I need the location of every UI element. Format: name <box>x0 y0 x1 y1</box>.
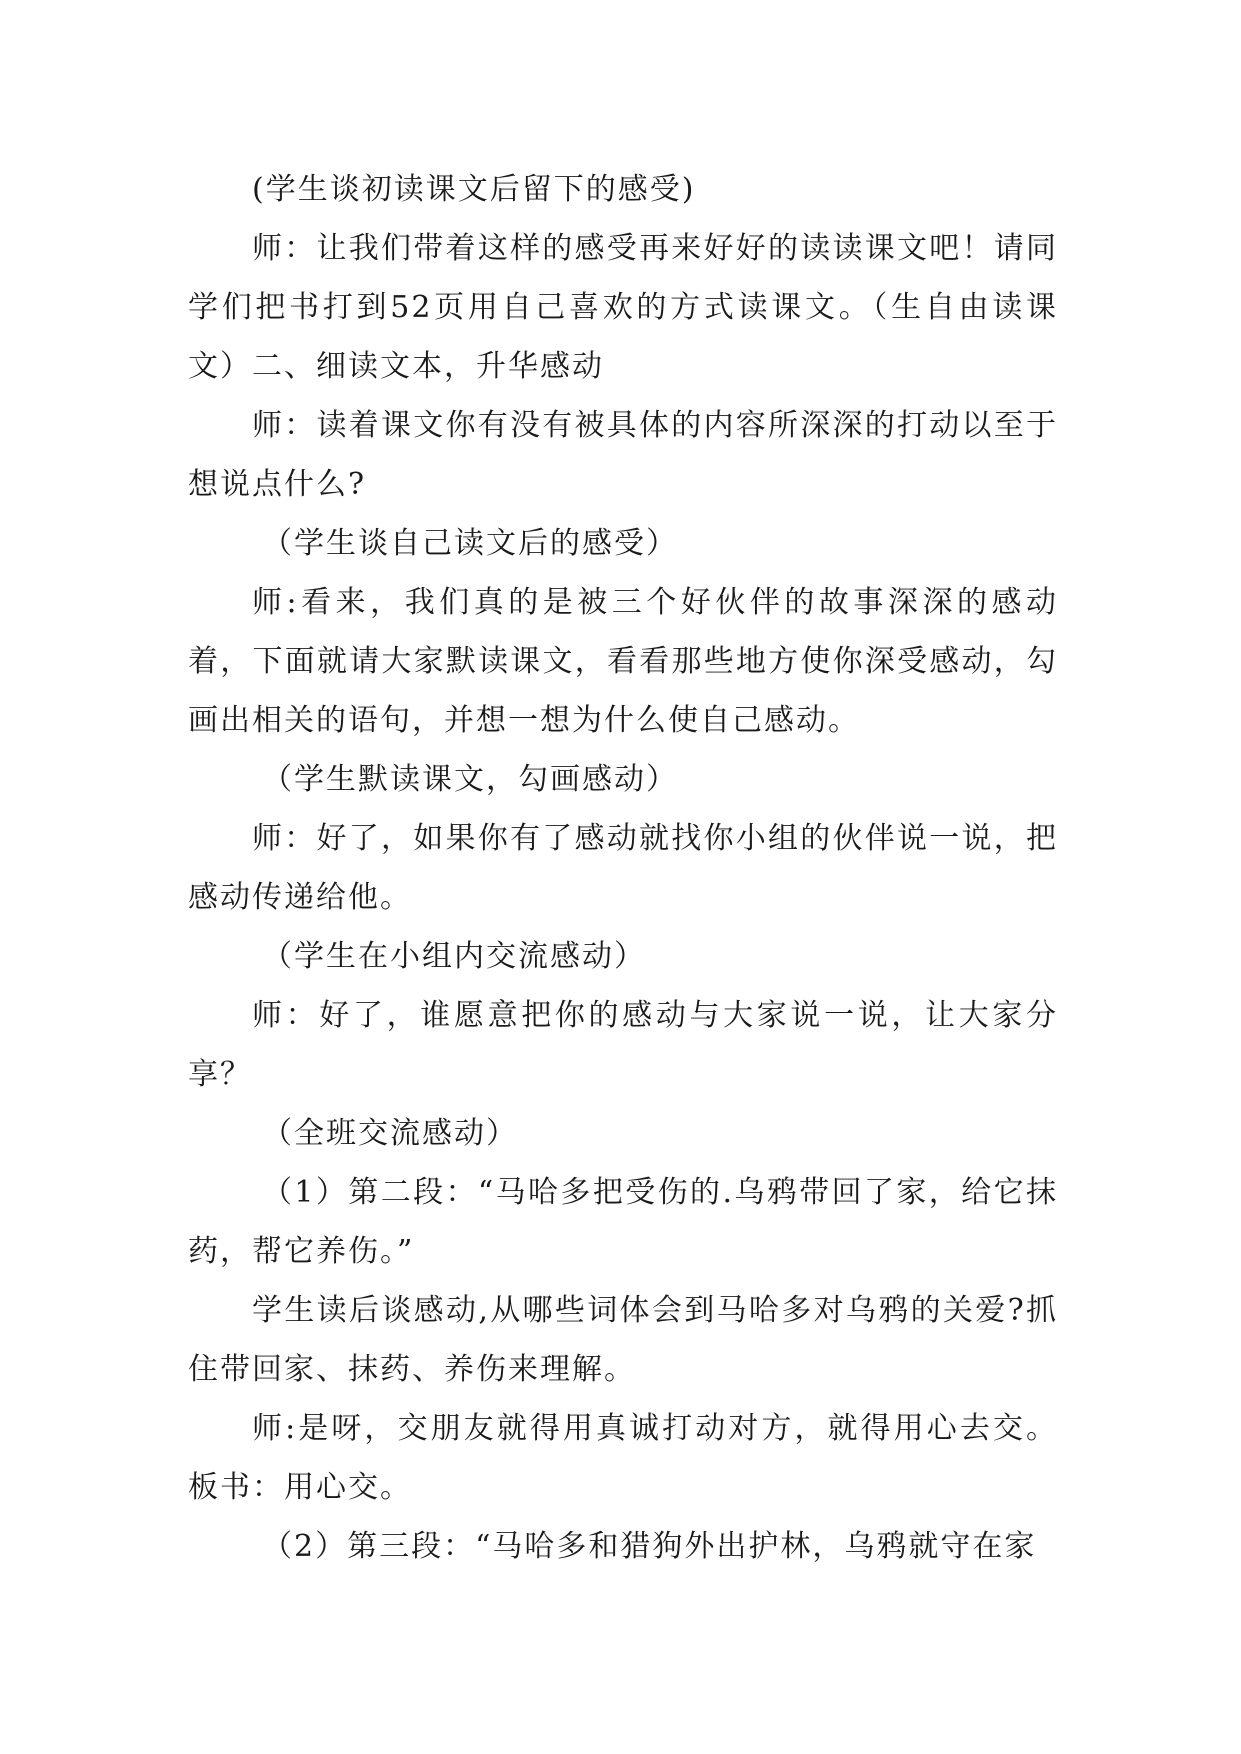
paragraph-class-exchange: （全班交流感动） <box>262 1116 518 1151</box>
paragraph-student-silent-reading: （学生默读课文，勾画感动） <box>262 762 678 797</box>
paragraph-teacher-question: 师：读着课文你有没有被具体的内容所深深的打动以至于想说点什么? <box>188 408 1058 502</box>
paragraph-teacher-board-writing: 师:是呀，交朋友就得用真诚打动对方，就得用心去交。板书：用心交。 <box>188 1411 1058 1505</box>
paragraph-teacher-share-group: 师：好了，如果你有了感动就找你小组的伙伴说一说，把感动传递给他。 <box>188 821 1058 915</box>
paragraph-student-reflection: 学生读后谈感动,从哪些词体会到马哈多对乌鸦的关爱?抓住带回家、抹药、养伤来理解。 <box>188 1293 1058 1387</box>
document-body <box>188 160 1058 1576</box>
paragraph-teacher-read-again: 师：让我们带着这样的感受再来好好的读读课文吧！请同学们把书打到52页用自己喜欢的方式读课文。（生自由读课文）二、细读文本，升华感动 <box>188 231 1058 384</box>
paragraph-section-three: （2）第三段：“马哈多和猎狗外出护林，乌鸦就守在家 <box>262 1529 1037 1564</box>
paragraph-student-feelings: （学生谈自己读文后的感受） <box>262 526 678 561</box>
paragraph-teacher-share-class: 师：好了，谁愿意把你的感动与大家说一说，让大家分享？ <box>188 998 1058 1092</box>
paragraph-group-exchange: （学生在小组内交流感动） <box>262 939 646 974</box>
paragraph-teacher-silent-reading: 师:看来，我们真的是被三个好伙伴的故事深深的感动着，下面就请大家默读课文，看看那些地方使你深受感动，勾画出相关的语句，并想一想为什么使自己感动。 <box>188 585 1058 738</box>
paragraph-section-two: （1）第二段：“马哈多把受伤的.乌鸦带回了家，给它抹药，帮它养伤。” <box>188 1175 1058 1269</box>
paragraph-student-first-reading: (学生谈初读课文后留下的感受) <box>252 172 696 207</box>
